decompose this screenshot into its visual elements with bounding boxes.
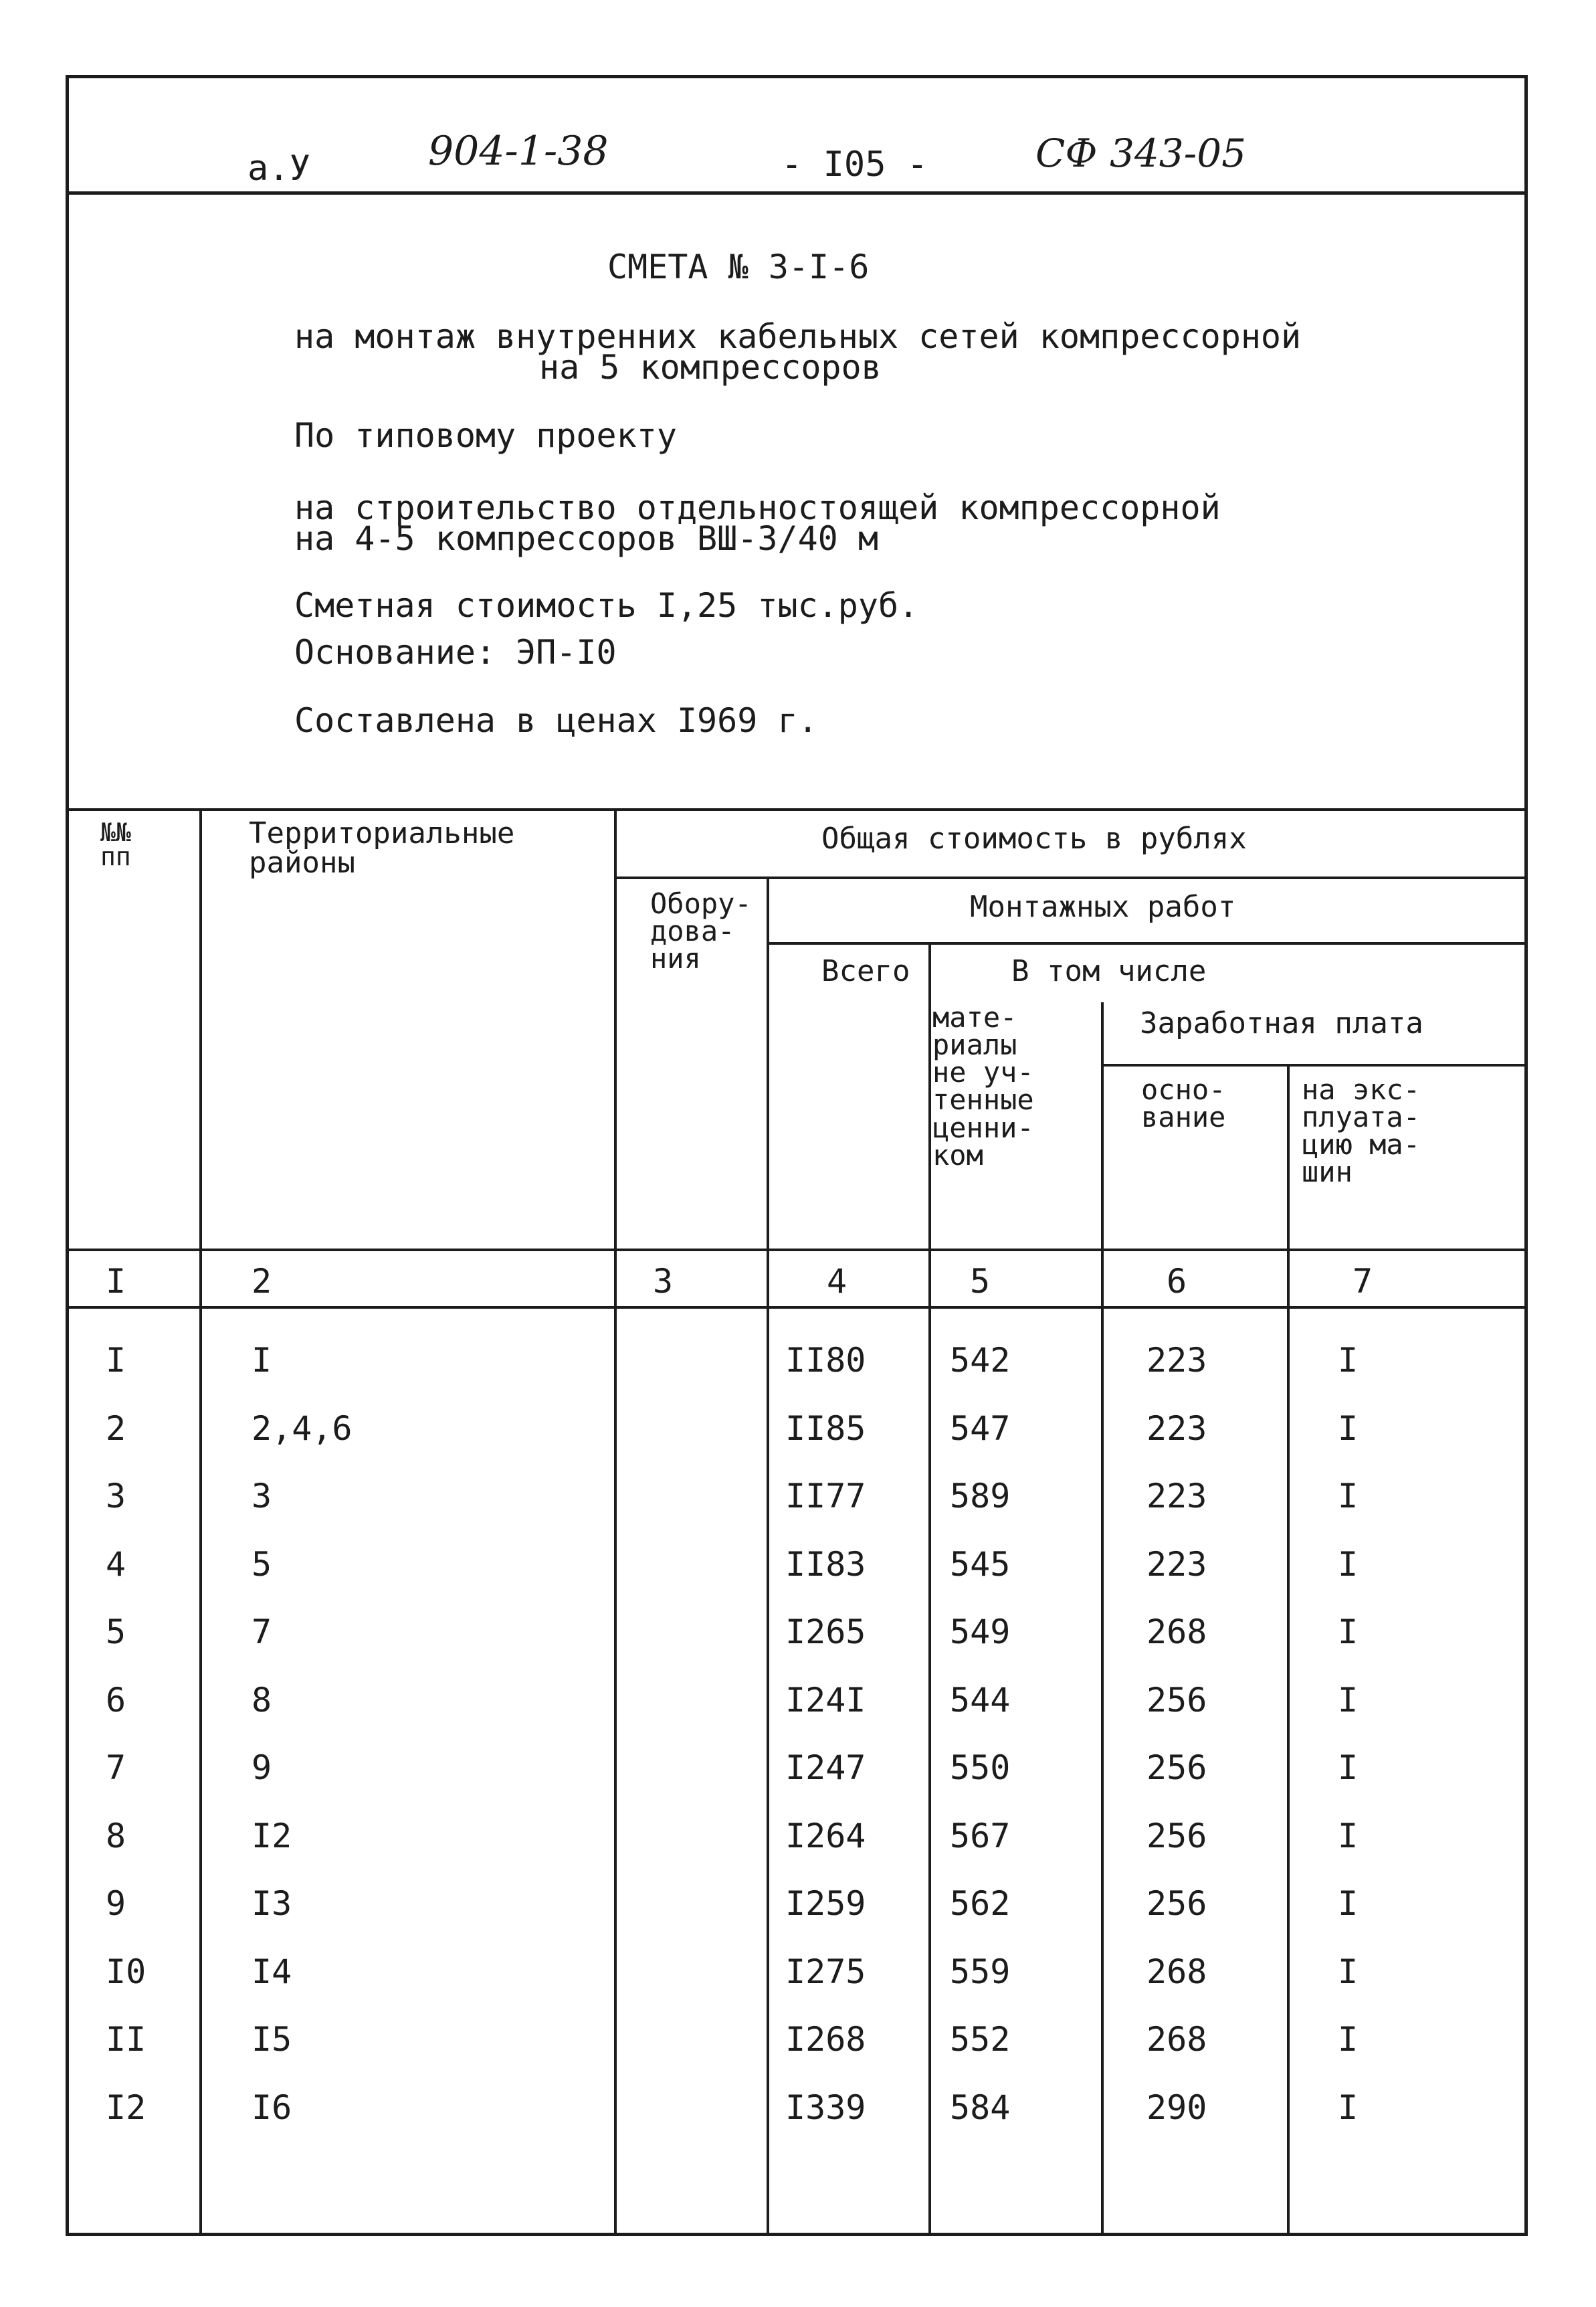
cell-machines: I: [1338, 1681, 1359, 1720]
cell-materials: 547: [950, 1409, 1011, 1448]
cell-base: 223: [1146, 1409, 1207, 1448]
doc-subtitle-line2: на 5 компрессоров: [539, 348, 882, 387]
col-number: 3: [653, 1262, 674, 1301]
cell-materials: 549: [950, 1612, 1011, 1651]
cell-machines: I: [1338, 1817, 1359, 1855]
cell-num: I2: [106, 2088, 146, 2127]
header-all: Всего: [821, 954, 910, 988]
cell-materials: 562: [950, 1884, 1011, 1923]
col-number: 7: [1353, 1262, 1373, 1301]
cell-region: I6: [252, 2088, 292, 2127]
project-line2: на 4-5 компрессоров ВШ-3/40 м: [294, 519, 878, 558]
cell-materials: 552: [950, 2020, 1011, 2059]
doc-subtitle-line1: на монтаж внутренних кабельных сетей компрессорной: [294, 317, 1302, 356]
basis: Основание: ЭП-I0: [294, 633, 617, 672]
cell-total: II85: [785, 1409, 866, 1448]
grid-line: [1101, 1002, 1104, 2236]
cell-base: 223: [1146, 1545, 1207, 1584]
cell-base: 268: [1146, 1952, 1207, 1991]
project-label: По типовому проекту: [294, 416, 677, 455]
cell-machines: I: [1338, 1341, 1359, 1380]
grid-line: [768, 942, 1528, 945]
grid-line: [1287, 1064, 1290, 2236]
cell-total: II77: [785, 1477, 866, 1515]
cell-base: 268: [1146, 2020, 1207, 2059]
cell-num: 6: [106, 1681, 126, 1720]
cell-region: 8: [252, 1681, 272, 1720]
header-left: а.У: [247, 149, 310, 189]
header-base: осно- вание: [1141, 1073, 1226, 1134]
cell-num: 3: [106, 1477, 126, 1515]
header-equipment: Обору- дова- ния: [650, 887, 752, 976]
header-num: №№ пп: [100, 818, 131, 872]
cell-materials: 559: [950, 1952, 1011, 1991]
cell-total: II83: [785, 1545, 866, 1584]
header-divider: [66, 191, 1528, 195]
table-top-border: [66, 808, 1528, 811]
cell-region: 5: [252, 1545, 272, 1584]
cell-num: II: [106, 2020, 146, 2059]
cell-base: 256: [1146, 1748, 1207, 1787]
header-salary: Заработная плата: [1140, 1006, 1423, 1040]
doc-title: СМЕТА № 3-I-6: [607, 248, 870, 286]
header-page: - I05 -: [781, 145, 928, 185]
grid-line: [199, 808, 202, 2236]
col-number: 5: [970, 1262, 991, 1301]
cell-region: 9: [252, 1748, 272, 1787]
cell-region: 2,4,6: [252, 1409, 353, 1448]
cell-materials: 589: [950, 1477, 1011, 1515]
cell-base: 256: [1146, 1884, 1207, 1923]
col-number: I: [106, 1262, 126, 1301]
cell-total: II80: [785, 1341, 866, 1380]
grid-line: [928, 942, 931, 2236]
cell-machines: I: [1338, 1884, 1359, 1923]
cell-num: I0: [106, 1952, 146, 1991]
cell-total: I247: [785, 1748, 866, 1787]
cell-num: 5: [106, 1612, 126, 1651]
project-line1: на строительство отдельностоящей компрессорной: [294, 488, 1221, 527]
grid-line: [66, 1306, 1528, 1309]
header-sheet: СФ 343-05: [1035, 130, 1247, 176]
cell-machines: I: [1338, 2020, 1359, 2059]
header-code: 904-1-38: [428, 128, 609, 175]
header-total-cost: Общая стоимость в рублях: [821, 822, 1247, 856]
cell-region: I: [252, 1341, 272, 1380]
estimated-cost: Сметная стоимость I,25 тыс.руб.: [294, 586, 919, 625]
cell-total: I339: [785, 2088, 866, 2127]
col-number: 6: [1167, 1262, 1187, 1301]
cell-region: I5: [252, 2020, 292, 2059]
cell-base: 223: [1146, 1477, 1207, 1515]
cell-machines: I: [1338, 1748, 1359, 1787]
header-machines: на экс- плуата- цию ма- шин: [1302, 1073, 1421, 1189]
cell-machines: I: [1338, 1477, 1359, 1515]
grid-line: [615, 876, 1528, 879]
cell-num: 4: [106, 1545, 126, 1584]
cell-total: I268: [785, 2020, 866, 2059]
price-level: Составлена в ценах I969 г.: [294, 701, 818, 740]
cell-base: 223: [1146, 1341, 1207, 1380]
header-including: В том числе: [1011, 954, 1207, 988]
cell-num: 7: [106, 1748, 126, 1787]
cell-num: 2: [106, 1409, 126, 1448]
cell-total: I264: [785, 1817, 866, 1855]
cell-total: I275: [785, 1952, 866, 1991]
cell-region: I4: [252, 1952, 292, 1991]
cell-region: 7: [252, 1612, 272, 1651]
cell-base: 268: [1146, 1612, 1207, 1651]
cell-materials: 542: [950, 1341, 1011, 1380]
cell-base: 256: [1146, 1817, 1207, 1855]
col-number: 4: [827, 1262, 847, 1301]
cell-num: I: [106, 1341, 126, 1380]
cell-total: I259: [785, 1884, 866, 1923]
cell-machines: I: [1338, 2088, 1359, 2127]
cell-base: 290: [1146, 2088, 1207, 2127]
cell-num: 8: [106, 1817, 126, 1855]
cell-materials: 584: [950, 2088, 1011, 2127]
grid-line: [66, 1249, 1528, 1251]
cell-machines: I: [1338, 1612, 1359, 1651]
cell-materials: 550: [950, 1748, 1011, 1787]
cell-region: I3: [252, 1884, 292, 1923]
cell-region: 3: [252, 1477, 272, 1515]
grid-line: [767, 876, 769, 2236]
cell-machines: I: [1338, 1952, 1359, 1991]
cell-machines: I: [1338, 1545, 1359, 1584]
cell-base: 256: [1146, 1681, 1207, 1720]
header-materials: мате- риалы не уч- тенные ценни- ком: [932, 1001, 1034, 1172]
col-number: 2: [252, 1262, 272, 1301]
cell-machines: I: [1338, 1409, 1359, 1448]
cell-total: I265: [785, 1612, 866, 1651]
header-installation: Монтажных работ: [970, 890, 1236, 924]
cell-region: I2: [252, 1817, 292, 1855]
grid-line: [614, 808, 617, 2236]
cell-materials: 545: [950, 1545, 1011, 1584]
cell-total: I24I: [785, 1681, 866, 1720]
header-regions: Территориальные районы: [249, 816, 515, 880]
cell-materials: 567: [950, 1817, 1011, 1855]
grid-line: [1102, 1064, 1528, 1067]
cell-materials: 544: [950, 1681, 1011, 1720]
cell-num: 9: [106, 1884, 126, 1923]
